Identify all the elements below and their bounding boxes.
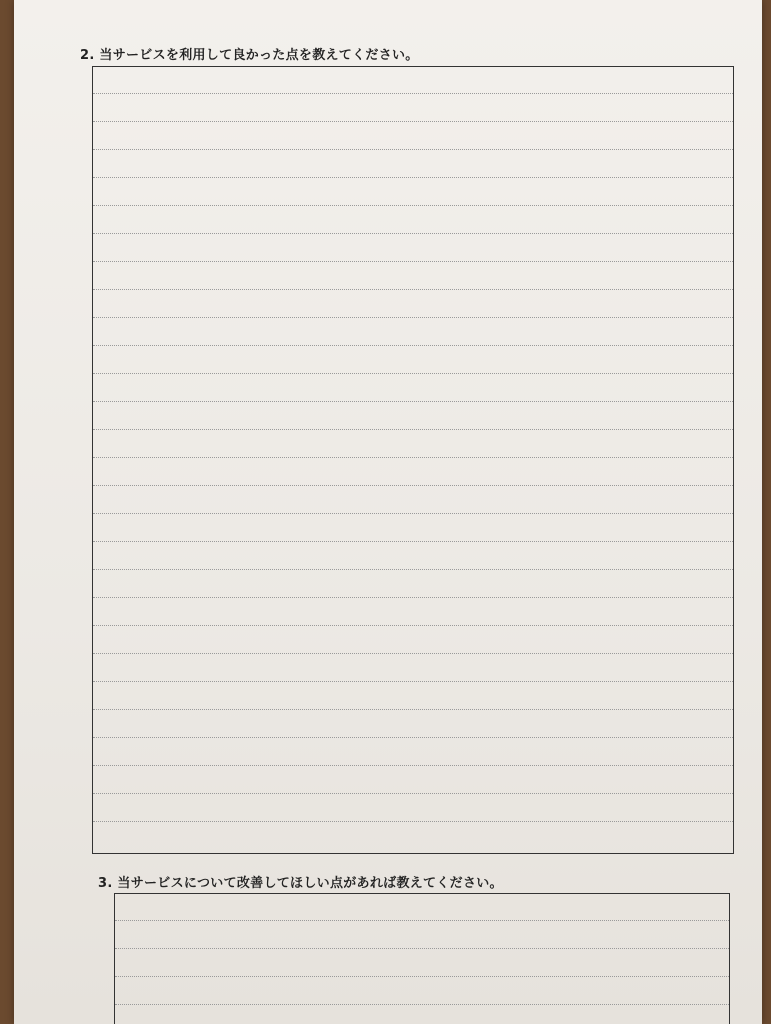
section-2-lines (93, 67, 733, 853)
ruled-line (93, 121, 733, 122)
ruled-line (93, 513, 733, 514)
section-2-answer-box (92, 66, 734, 854)
ruled-line (115, 948, 729, 949)
ruled-line (93, 541, 733, 542)
section-3-lines (115, 894, 729, 1024)
ruled-line (93, 93, 733, 94)
ruled-line (93, 317, 733, 318)
ruled-line (93, 205, 733, 206)
ruled-line (115, 1004, 729, 1005)
ruled-line (115, 976, 729, 977)
ruled-line (93, 149, 733, 150)
ruled-line (93, 765, 733, 766)
ruled-line (93, 345, 733, 346)
ruled-line (93, 653, 733, 654)
ruled-line (93, 177, 733, 178)
section-3-heading: 3. 当サービスについて改善してほしい点があれば教えてください。 (98, 876, 503, 891)
ruled-line (115, 920, 729, 921)
questionnaire-sheet (14, 0, 762, 1024)
ruled-line (93, 709, 733, 710)
ruled-line (93, 233, 733, 234)
ruled-line (93, 737, 733, 738)
ruled-line (93, 625, 733, 626)
ruled-line (93, 793, 733, 794)
ruled-line (93, 485, 733, 486)
ruled-line (93, 457, 733, 458)
ruled-line (93, 681, 733, 682)
ruled-line (93, 289, 733, 290)
section-3-answer-box (114, 893, 730, 1024)
ruled-line (93, 597, 733, 598)
section-2-heading: 2. 当サービスを利用して良かった点を教えてください。 (80, 48, 419, 63)
ruled-line (93, 401, 733, 402)
ruled-line (93, 821, 733, 822)
ruled-line (93, 261, 733, 262)
ruled-line (93, 569, 733, 570)
ruled-line (93, 429, 733, 430)
ruled-line (93, 373, 733, 374)
